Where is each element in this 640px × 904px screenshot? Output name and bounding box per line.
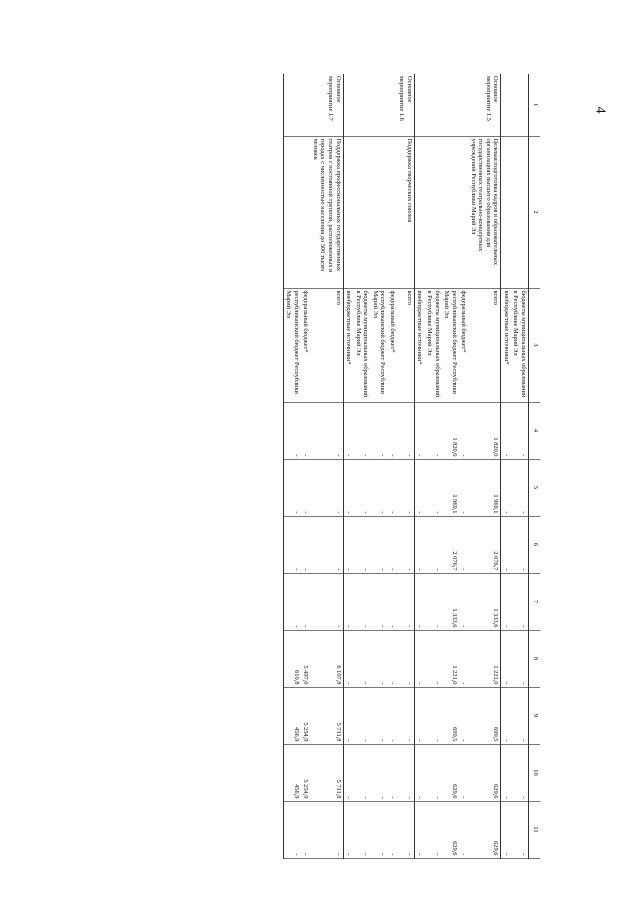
amount-cell: - — [424, 402, 441, 459]
amount-cell: - — [501, 573, 511, 630]
event-name-cell — [414, 136, 424, 288]
event-name-cell — [424, 136, 441, 288]
amount-cell: - — [370, 630, 387, 687]
amount-cell: - — [301, 402, 311, 459]
amount-cell: 1 969,1 — [468, 459, 501, 516]
table-row — [424, 74, 441, 858]
amount-cell: - — [387, 459, 397, 516]
amount-cell: - — [414, 687, 424, 744]
event-name-cell — [370, 136, 387, 288]
table-row — [283, 74, 301, 858]
amount-cell: - — [459, 573, 469, 630]
column-header-9: 9 — [529, 687, 541, 744]
funding-source-cell: бюджеты муниципальных образований в Республике Марий Эл — [353, 288, 370, 402]
amount-cell: 699,5 — [468, 687, 501, 744]
funding-source-cell: внебюджетные источники* — [343, 288, 353, 402]
column-header-10: 10 — [529, 744, 541, 801]
amount-cell: - — [459, 744, 469, 801]
budget-table-sheet — [120, 74, 540, 858]
funding-source-cell: республиканский бюджет Республики Марий Эл — [283, 288, 301, 402]
funding-source-cell: всего — [468, 288, 501, 402]
amount-cell: - — [501, 630, 511, 687]
amount-cell: 5 254,9 — [301, 744, 311, 801]
amount-cell: 1 221,0 — [442, 630, 459, 687]
amount-cell: - — [501, 687, 511, 744]
amount-cell: - — [353, 630, 370, 687]
amount-cell: - — [511, 402, 529, 459]
amount-cell: - — [301, 516, 311, 573]
funding-source-cell: бюджеты муниципальных образований в Республике Марий Эл — [511, 288, 529, 402]
amount-cell: - — [353, 516, 370, 573]
page-number: 4 — [592, 106, 608, 114]
funding-source-cell: всего — [310, 288, 343, 402]
amount-cell: - — [370, 687, 387, 744]
amount-cell: - — [283, 573, 301, 630]
amount-cell: - — [501, 516, 511, 573]
amount-cell: - — [387, 687, 397, 744]
amount-cell: - — [343, 630, 353, 687]
amount-cell: - — [414, 630, 424, 687]
amount-cell: - — [459, 687, 469, 744]
amount-cell: - — [459, 801, 469, 858]
column-header-4: 4 — [529, 402, 541, 459]
amount-cell: 699,5 — [442, 687, 459, 744]
table-row — [310, 74, 343, 858]
amount-cell: - — [511, 744, 529, 801]
amount-cell: - — [424, 630, 441, 687]
amount-cell: 5 254,9 — [301, 687, 311, 744]
table-row — [459, 74, 469, 858]
funding-source-cell: республиканский бюджет Республики Марий Эл — [370, 288, 387, 402]
table-row — [511, 74, 529, 858]
funding-source-cell: внебюджетные источники* — [501, 288, 511, 402]
amount-cell: - — [511, 687, 529, 744]
amount-cell: - — [370, 459, 387, 516]
table-body — [283, 74, 528, 858]
funding-source-cell: бюджеты муниципальных образований в Республике Марий Эл — [424, 288, 441, 402]
amount-cell: - — [343, 459, 353, 516]
amount-cell: - — [397, 573, 415, 630]
event-name-cell — [459, 136, 469, 288]
amount-cell: - — [310, 801, 343, 858]
amount-cell: - — [370, 516, 387, 573]
funding-source-cell: республиканский бюджет Республики Марий Эл — [442, 288, 459, 402]
amount-cell: - — [353, 459, 370, 516]
amount-cell: 1 333,6 — [442, 573, 459, 630]
amount-cell: 5 711,8 — [310, 744, 343, 801]
column-header-row — [529, 74, 541, 858]
event-number-cell — [283, 74, 301, 136]
amount-cell: - — [424, 573, 441, 630]
amount-cell: - — [387, 573, 397, 630]
event-name-cell — [501, 136, 511, 288]
amount-cell: - — [424, 516, 441, 573]
amount-cell: - — [511, 630, 529, 687]
amount-cell: - — [353, 801, 370, 858]
table-row — [343, 74, 353, 858]
amount-cell: 1 820,0 — [468, 402, 501, 459]
table-row — [468, 74, 501, 858]
amount-cell: - — [353, 687, 370, 744]
amount-cell: - — [397, 801, 415, 858]
amount-cell: 629,6 — [468, 801, 501, 858]
column-header-3: 3 — [529, 288, 541, 402]
amount-cell: - — [414, 459, 424, 516]
amount-cell: - — [343, 516, 353, 573]
column-header-7: 7 — [529, 573, 541, 630]
amount-cell: - — [397, 516, 415, 573]
event-number-cell — [414, 74, 424, 136]
amount-cell: - — [353, 402, 370, 459]
amount-cell: - — [501, 801, 511, 858]
funding-source-cell: федеральный бюджет* — [387, 288, 397, 402]
event-number-cell — [301, 74, 311, 136]
amount-cell: 5 711,8 — [310, 687, 343, 744]
amount-cell: - — [283, 516, 301, 573]
amount-cell: - — [370, 801, 387, 858]
event-number-cell: Основное мероприятие 1.5 — [468, 74, 501, 136]
amount-cell: - — [283, 402, 301, 459]
amount-cell: 629,6 — [442, 801, 459, 858]
event-number-cell — [370, 74, 387, 136]
amount-cell: - — [353, 744, 370, 801]
amount-cell: - — [301, 573, 311, 630]
event-number-cell — [459, 74, 469, 136]
amount-cell: - — [397, 459, 415, 516]
funding-source-cell: федеральный бюджет* — [459, 288, 469, 402]
amount-cell: - — [370, 402, 387, 459]
amount-cell: - — [343, 801, 353, 858]
event-name-cell — [511, 136, 529, 288]
funding-source-cell: всего — [397, 288, 415, 402]
amount-cell: 5 497,0 — [301, 630, 311, 687]
amount-cell: 456,9 — [283, 744, 301, 801]
amount-cell: 1 969,1 — [442, 459, 459, 516]
funding-source-cell: федеральный бюджет* — [301, 288, 311, 402]
amount-cell: - — [387, 801, 397, 858]
column-header-1: 1 — [529, 74, 541, 136]
event-number-cell — [424, 74, 441, 136]
amount-cell: - — [387, 630, 397, 687]
amount-cell: - — [501, 459, 511, 516]
event-name-cell — [343, 136, 353, 288]
amount-cell: - — [301, 459, 311, 516]
amount-cell: 629,6 — [468, 744, 501, 801]
amount-cell: - — [387, 744, 397, 801]
budget-table — [283, 74, 540, 859]
amount-cell: - — [424, 687, 441, 744]
event-name-cell: Поддержка творческих союзов — [397, 136, 415, 288]
table-row — [370, 74, 387, 858]
amount-cell: 2 076,7 — [468, 516, 501, 573]
amount-cell: 1 820,0 — [442, 402, 459, 459]
amount-cell: 1 333,6 — [468, 573, 501, 630]
amount-cell: - — [343, 744, 353, 801]
column-header-2: 2 — [529, 136, 541, 288]
amount-cell: - — [501, 402, 511, 459]
event-number-cell: Основное мероприятие 1.7 — [310, 74, 343, 136]
event-number-cell — [501, 74, 511, 136]
event-name-cell: Целевая подготовка кадров в образовательных организациях высшего образования для государственных театрально-концертных учреждений Республики Марий Эл — [468, 136, 501, 288]
amount-cell: - — [310, 459, 343, 516]
amount-cell: - — [511, 573, 529, 630]
amount-cell: 2 076,7 — [442, 516, 459, 573]
amount-cell: - — [459, 459, 469, 516]
event-number-cell — [343, 74, 353, 136]
funding-source-cell: внебюджетные источники* — [414, 288, 424, 402]
amount-cell: - — [387, 402, 397, 459]
amount-cell: - — [397, 744, 415, 801]
event-number-cell: Основное мероприятие 1.6 — [397, 74, 415, 136]
event-name-cell — [353, 136, 370, 288]
amount-cell: - — [459, 402, 469, 459]
amount-cell: - — [343, 402, 353, 459]
amount-cell: - — [397, 687, 415, 744]
amount-cell: - — [283, 459, 301, 516]
amount-cell: 1 221,0 — [468, 630, 501, 687]
amount-cell: - — [343, 687, 353, 744]
column-header-5: 5 — [529, 459, 541, 516]
amount-cell: - — [511, 459, 529, 516]
amount-cell: - — [353, 573, 370, 630]
amount-cell: - — [511, 801, 529, 858]
amount-cell: - — [414, 744, 424, 801]
table-row — [353, 74, 370, 858]
amount-cell: - — [424, 744, 441, 801]
amount-cell: - — [343, 573, 353, 630]
column-header-11: 11 — [529, 801, 541, 858]
event-name-cell — [301, 136, 311, 288]
amount-cell: - — [283, 801, 301, 858]
event-number-cell — [387, 74, 397, 136]
amount-cell: - — [370, 744, 387, 801]
event-name-cell — [387, 136, 397, 288]
table-row — [397, 74, 415, 858]
amount-cell: 610,8 — [283, 630, 301, 687]
amount-cell: - — [459, 630, 469, 687]
amount-cell: - — [310, 402, 343, 459]
event-name-cell — [442, 136, 459, 288]
event-name-cell: Поддержка профессиональных государственных театров с постоянной труппой, расположенных в городах с численностью населения до 300 тысяч человек — [310, 136, 343, 288]
amount-cell: - — [414, 801, 424, 858]
amount-cell: - — [501, 744, 511, 801]
amount-cell: 629,6 — [442, 744, 459, 801]
amount-cell: - — [387, 516, 397, 573]
event-name-cell — [283, 136, 301, 288]
table-row — [501, 74, 511, 858]
table-row — [301, 74, 311, 858]
amount-cell: - — [397, 402, 415, 459]
table-row — [387, 74, 397, 858]
amount-cell: 6 107,8 — [310, 630, 343, 687]
amount-cell: - — [397, 630, 415, 687]
amount-cell: - — [414, 516, 424, 573]
amount-cell: - — [424, 801, 441, 858]
amount-cell: - — [424, 459, 441, 516]
amount-cell: - — [511, 516, 529, 573]
table-row — [442, 74, 459, 858]
amount-cell: - — [414, 402, 424, 459]
amount-cell: - — [301, 801, 311, 858]
amount-cell: - — [370, 573, 387, 630]
amount-cell: - — [310, 573, 343, 630]
table-row — [414, 74, 424, 858]
event-number-cell — [442, 74, 459, 136]
event-number-cell — [353, 74, 370, 136]
amount-cell: - — [414, 573, 424, 630]
event-number-cell — [511, 74, 529, 136]
amount-cell: - — [310, 516, 343, 573]
column-header-6: 6 — [529, 516, 541, 573]
column-header-8: 8 — [529, 630, 541, 687]
amount-cell: 456,9 — [283, 687, 301, 744]
amount-cell: - — [459, 516, 469, 573]
